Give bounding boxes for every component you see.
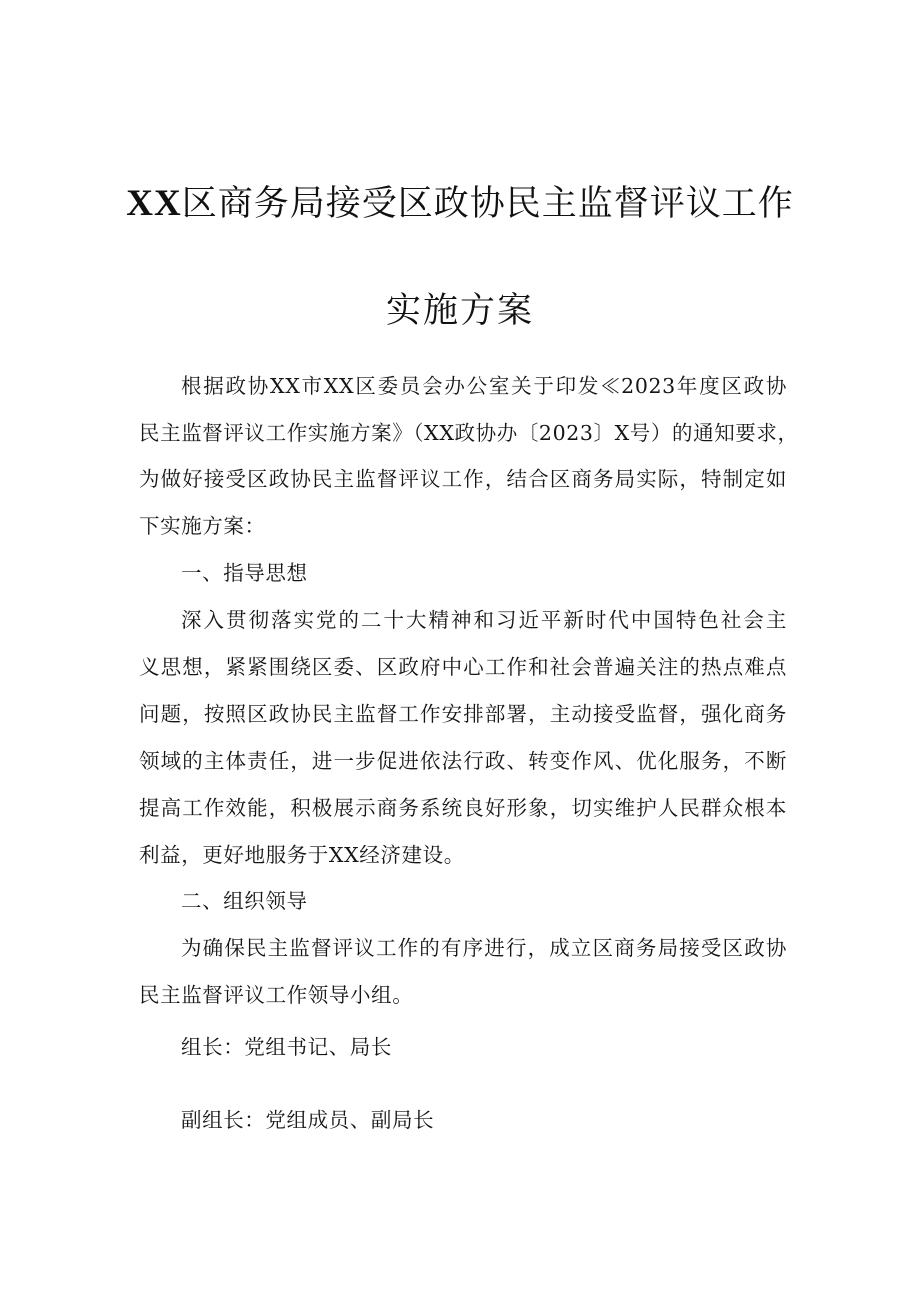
title-xx-prefix: XX bbox=[126, 183, 182, 224]
section-1-line-5: 提高工作效能，积极展示商务系统良好形象，切实维护人民群众根本 bbox=[139, 796, 787, 820]
section-1-line-3: 问题，按照区政协民主监督工作安排部署，主动接受监督，强化商务 bbox=[139, 702, 787, 726]
leader-line: 组长：党组书记、局长 bbox=[181, 1035, 392, 1059]
section-1-line-1: 深入贯彻落实党的二十大精神和习近平新时代中国特色社会主 bbox=[181, 608, 787, 632]
section-1-line-4: 领域的主体责任，进一步促进依法行政、转变作风、优化服务，不断 bbox=[139, 749, 787, 773]
intro-line-1: 根据政协XX市XX区委员会办公室关于印发≪2023年度区政协 bbox=[181, 374, 787, 398]
intro-line-4: 下实施方案： bbox=[139, 514, 266, 538]
section-2-line-1: 为确保民主监督评议工作的有序进行，成立区商务局接受区政协 bbox=[181, 936, 787, 960]
intro-line-2: 民主监督评议工作实施方案》（XX政协办〔2023〕X号）的通知要求， bbox=[139, 421, 799, 445]
section-1-line-6: 利益，更好地服务于XX经济建设。 bbox=[139, 843, 465, 867]
deputy-leader-line: 副组长：党组成员、副局长 bbox=[181, 1108, 435, 1132]
section-1-line-2: 义思想，紧紧围绕区委、区政府中心工作和社会普遍关注的热点难点 bbox=[139, 655, 787, 679]
document-title-line-2: 实施方案 bbox=[385, 291, 534, 331]
document-title-line-1 bbox=[0, 176, 920, 226]
title-line-1-text: 区商务局接受区政协民主监督评议工作 bbox=[181, 184, 794, 224]
section-1-heading: 一、指导思想 bbox=[181, 561, 308, 585]
intro-line-3: 为做好接受区政协民主监督评议工作，结合区商务局实际，特制定如 bbox=[139, 467, 787, 491]
section-2-heading: 二、组织领导 bbox=[181, 889, 308, 913]
section-2-line-2: 民主监督评议工作领导小组。 bbox=[139, 983, 414, 1007]
